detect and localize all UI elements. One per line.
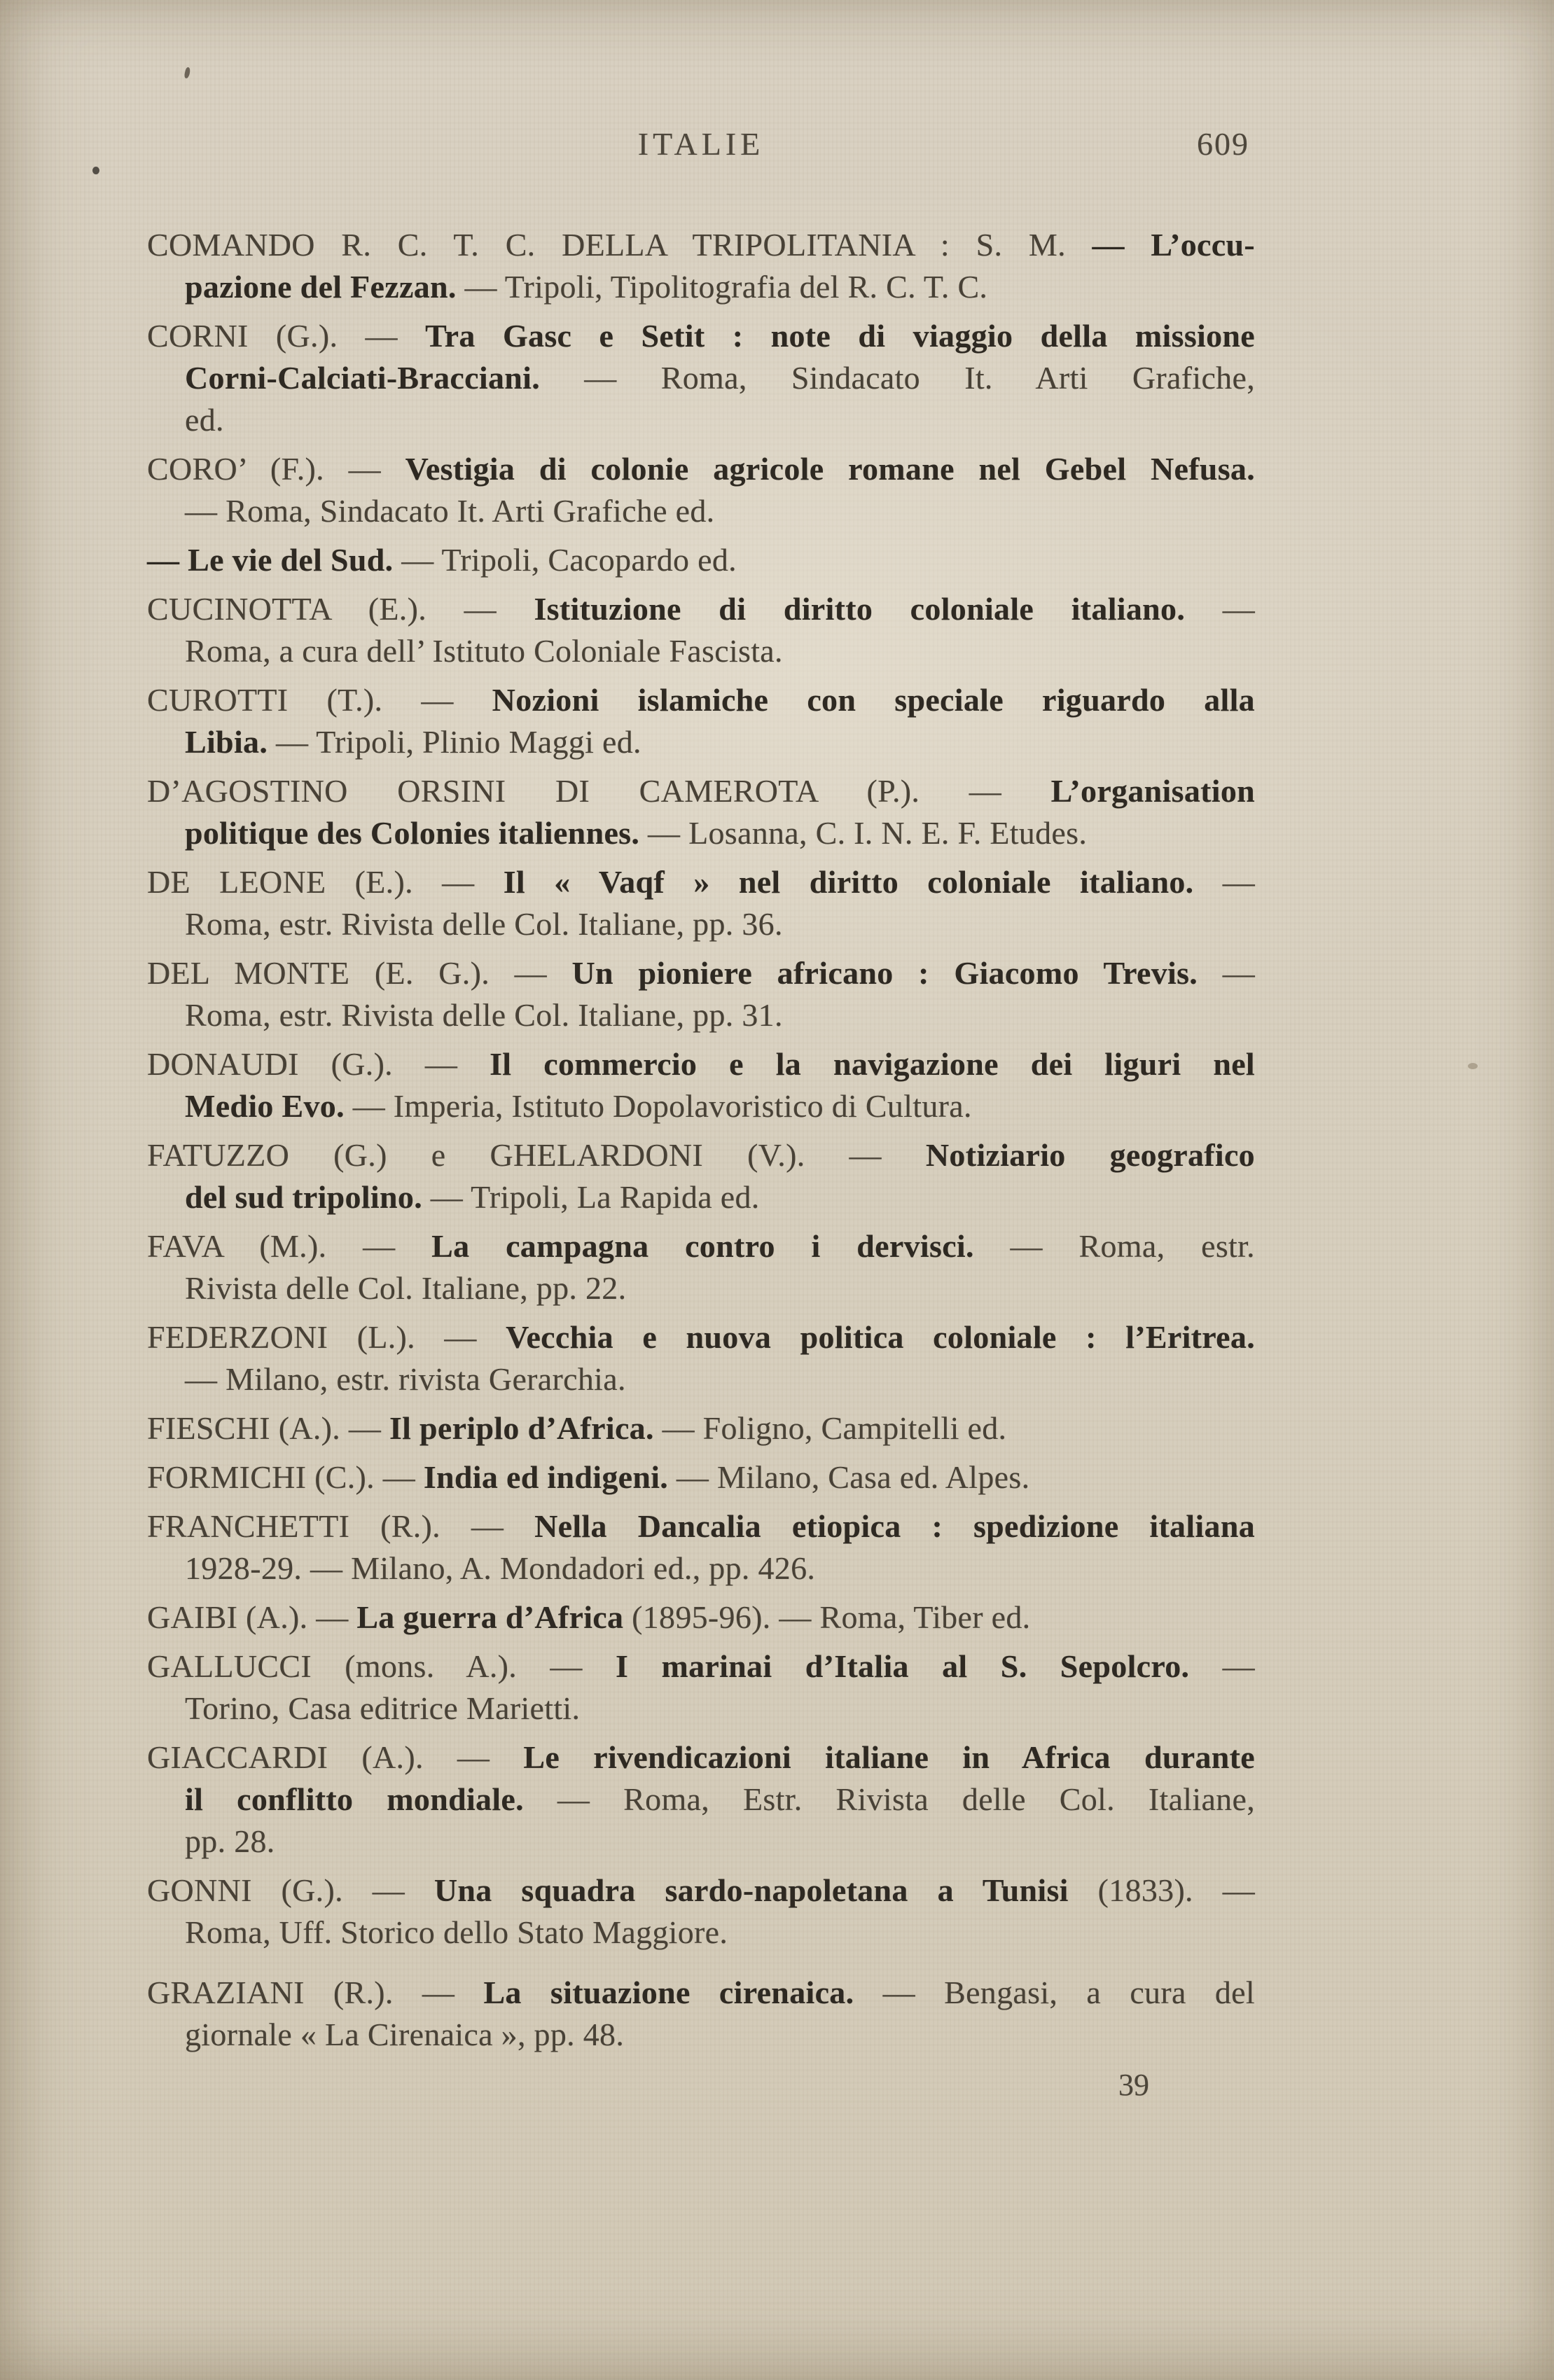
bibliography-entry bbox=[147, 1505, 1255, 1589]
bibliography-entry bbox=[147, 588, 1255, 672]
entry-line bbox=[147, 952, 1255, 994]
entry-text-segment: — bbox=[1198, 955, 1255, 991]
entry-line bbox=[147, 1316, 1255, 1358]
bibliography-entry bbox=[147, 1134, 1255, 1218]
bibliography-entry bbox=[147, 1043, 1255, 1127]
entry-title-segment: Medio Evo. bbox=[185, 1088, 345, 1124]
entry-title-segment: L’organisation bbox=[1050, 773, 1255, 809]
entries-list bbox=[147, 224, 1255, 2056]
bibliography-entry bbox=[147, 1316, 1255, 1400]
entry-text-segment: — Tripoli, Plinio Maggi ed. bbox=[268, 724, 641, 760]
entry-text-segment: CUCINOTTA (E.). — bbox=[147, 591, 534, 627]
entry-text-segment: ed. bbox=[185, 402, 224, 438]
entry-text-segment: (1833). — bbox=[1068, 1872, 1256, 1908]
bibliography-entry bbox=[147, 315, 1255, 441]
entry-line bbox=[147, 490, 1255, 532]
entry-text-segment: — bbox=[1193, 864, 1255, 900]
entry-text-segment: giornale « La Cirenaica », pp. 48. bbox=[185, 2017, 625, 2052]
scan-artifact bbox=[183, 67, 191, 78]
entry-text-segment: pp. 28. bbox=[185, 1823, 275, 1859]
entry-text-segment: DE LEONE (E.). — bbox=[147, 864, 504, 900]
entry-line bbox=[147, 448, 1255, 490]
entry-text-segment: COMANDO R. C. T. C. DELLA TRIPOLITANIA : S. M. bbox=[147, 227, 1092, 263]
entry-line bbox=[147, 630, 1255, 672]
entry-title-segment: Un pioniere africano : Giacomo Trevis. bbox=[571, 955, 1198, 991]
entry-line bbox=[147, 1225, 1255, 1267]
entry-title-segment: Nella Dancalia etiopica : spedizione italiana bbox=[534, 1508, 1256, 1544]
entry-title-segment: Corni-Calciati-Bracciani. bbox=[185, 360, 541, 396]
bibliography-entry bbox=[147, 224, 1255, 308]
bibliography-entry bbox=[147, 539, 1255, 581]
bibliography-entry bbox=[147, 679, 1255, 763]
entry-text-segment: — Tripoli, Cacopardo ed. bbox=[393, 542, 737, 578]
scan-artifact bbox=[92, 167, 99, 174]
entry-text-segment: — Roma, Sindacato It. Arti Grafiche, bbox=[540, 360, 1255, 396]
entry-text-segment: — Tripoli, La Rapida ed. bbox=[422, 1179, 760, 1215]
entry-text-segment: — Roma, Estr. Rivista delle Col. Italiane, bbox=[523, 1781, 1255, 1817]
entry-text-segment: — Roma, estr. bbox=[973, 1228, 1255, 1264]
entry-line bbox=[147, 903, 1255, 945]
signature-number: 39 bbox=[1118, 2068, 1149, 2102]
entry-line bbox=[147, 399, 1255, 441]
page-header bbox=[147, 125, 1255, 164]
entry-text-segment: — Tripoli, Tipolitografia del R. C. T. C. bbox=[456, 269, 988, 305]
page-title: ITALIE bbox=[637, 126, 765, 162]
page-number: 609 bbox=[1197, 126, 1249, 162]
entry-text-segment: GALLUCCI (mons. A.). — bbox=[147, 1648, 616, 1684]
entry-title-segment: Istituzione di diritto coloniale italiano. bbox=[534, 591, 1186, 627]
entry-line bbox=[147, 315, 1255, 357]
entry-title-segment: — Le vie del Sud. bbox=[147, 542, 394, 578]
entry-text-segment: CUROTTI (T.). — bbox=[147, 682, 492, 718]
entry-line bbox=[147, 1779, 1255, 1821]
entry-line bbox=[147, 1505, 1255, 1547]
entry-text-segment: — bbox=[1185, 591, 1255, 627]
scan-artifact bbox=[1468, 1063, 1478, 1069]
entry-title-segment: del sud tripolino. bbox=[185, 1179, 422, 1215]
entry-title-segment: Il « Vaqf » nel diritto coloniale italiano. bbox=[503, 864, 1194, 900]
entry-title-segment: il conflitto mondiale. bbox=[185, 1781, 524, 1817]
entry-line bbox=[147, 1687, 1255, 1730]
entry-text-segment: — Losanna, C. I. N. E. F. Etudes. bbox=[639, 815, 1088, 851]
entry-text-segment: CORNI (G.). — bbox=[147, 318, 426, 354]
entry-text-segment: — Roma, Sindacato It. Arti Grafiche ed. bbox=[185, 493, 715, 529]
entry-line bbox=[147, 1596, 1255, 1638]
bibliography-entry bbox=[147, 1225, 1255, 1309]
entry-line bbox=[147, 1912, 1255, 1954]
entry-text-segment: Rivista delle Col. Italiane, pp. 22. bbox=[185, 1270, 627, 1306]
entry-text-segment: FRANCHETTI (R.). — bbox=[147, 1508, 535, 1544]
entry-line bbox=[147, 1085, 1255, 1127]
bibliography-entry bbox=[147, 1596, 1255, 1638]
entry-line bbox=[147, 2014, 1255, 2056]
entry-text-segment: DEL MONTE (E. G.). — bbox=[147, 955, 572, 991]
entry-line bbox=[147, 588, 1255, 630]
bibliography-entry bbox=[147, 1972, 1255, 2056]
entry-text-segment: Roma, estr. Rivista delle Col. Italiane, pp. 36. bbox=[185, 906, 783, 942]
entry-text-segment: FORMICHI (C.). — bbox=[147, 1459, 424, 1495]
bibliography-entry bbox=[147, 1870, 1255, 1954]
entry-text-segment: Roma, Uff. Storico dello Stato Maggiore. bbox=[185, 1914, 728, 1950]
entry-line bbox=[147, 1821, 1255, 1863]
entry-text-segment: FATUZZO (G.) e GHELARDONI (V.). — bbox=[147, 1137, 926, 1173]
entry-title-segment: Tra Gasc e Setit : note di viaggio della missione bbox=[425, 318, 1255, 354]
entry-title-segment: I marinai d’Italia al S. Sepolcro. bbox=[615, 1648, 1190, 1684]
entry-title-segment: — L’occu- bbox=[1092, 227, 1255, 263]
entry-line bbox=[147, 1737, 1255, 1779]
entry-line bbox=[147, 224, 1255, 266]
entry-text-segment: (1895-96). — Roma, Tiber ed. bbox=[623, 1599, 1031, 1635]
entry-text-segment: DONAUDI (G.). — bbox=[147, 1046, 490, 1082]
entry-line bbox=[147, 812, 1255, 854]
bibliography-entry bbox=[147, 448, 1255, 532]
entry-title-segment: politique des Colonies italiennes. bbox=[185, 815, 640, 851]
bibliography-entry bbox=[147, 770, 1255, 854]
entry-line bbox=[147, 357, 1255, 399]
entry-line bbox=[147, 1547, 1255, 1589]
bibliography-entry bbox=[147, 861, 1255, 945]
entry-line bbox=[147, 1972, 1255, 2014]
bibliography-entry bbox=[147, 1737, 1255, 1863]
entry-title-segment: Libia. bbox=[185, 724, 268, 760]
entry-text-segment: Roma, a cura dell’ Istituto Coloniale Fascista. bbox=[185, 633, 783, 669]
entry-line bbox=[147, 266, 1255, 308]
bibliography-entry bbox=[147, 1645, 1255, 1730]
entry-title-segment: Una squadra sardo-napoletana a Tunisi bbox=[433, 1872, 1069, 1908]
text-block bbox=[147, 125, 1255, 2063]
entry-line bbox=[147, 1134, 1255, 1176]
entry-line bbox=[147, 1870, 1255, 1912]
entry-line bbox=[147, 1358, 1255, 1400]
entry-text-segment: — bbox=[1189, 1648, 1255, 1684]
entry-text-segment: 1928-29. — Milano, A. Mondadori ed., pp. 426. bbox=[185, 1550, 816, 1586]
entry-text-segment: FAVA (M.). — bbox=[147, 1228, 432, 1264]
entry-line bbox=[147, 994, 1255, 1036]
entry-line bbox=[147, 770, 1255, 812]
entry-title-segment: La campagna contro i dervisci. bbox=[431, 1228, 974, 1264]
entry-title-segment: Vecchia e nuova politica coloniale : l’Eritrea. bbox=[506, 1319, 1255, 1355]
entry-line bbox=[147, 1456, 1255, 1498]
entry-line bbox=[147, 721, 1255, 763]
entry-title-segment: Il periplo d’Africa. bbox=[389, 1410, 654, 1446]
entry-title-segment: Notiziario geografico bbox=[925, 1137, 1255, 1173]
entry-text-segment: Torino, Casa editrice Marietti. bbox=[185, 1690, 581, 1726]
entry-title-segment: Nozioni islamiche con speciale riguardo alla bbox=[492, 682, 1255, 718]
entry-text-segment: FEDERZONI (L.). — bbox=[147, 1319, 506, 1355]
entry-line bbox=[147, 1267, 1255, 1309]
entry-text-segment: FIESCHI (A.). — bbox=[147, 1410, 389, 1446]
entry-title-segment: La guerra d’Africa bbox=[356, 1599, 624, 1635]
entry-title-segment: India ed indigeni. bbox=[423, 1459, 669, 1495]
entry-text-segment: GIACCARDI (A.). — bbox=[147, 1739, 524, 1775]
entry-text-segment: — Milano, Casa ed. Alpes. bbox=[668, 1459, 1030, 1495]
entry-title-segment: Il commercio e la navigazione dei liguri nel bbox=[490, 1046, 1256, 1082]
entry-text-segment: GONNI (G.). — bbox=[147, 1872, 434, 1908]
entry-line bbox=[147, 539, 1255, 581]
entry-title-segment: Le rivendicazioni italiane in Africa durante bbox=[523, 1739, 1255, 1775]
entry-line bbox=[147, 1176, 1255, 1218]
entry-text-segment: D’AGOSTINO ORSINI DI CAMEROTA (P.). — bbox=[147, 773, 1051, 809]
entry-line bbox=[147, 1043, 1255, 1085]
entry-text-segment: — Imperia, Istituto Dopolavoristico di Cultura. bbox=[344, 1088, 972, 1124]
entry-title-segment: Vestigia di colonie agricole romane nel Gebel Nefusa. bbox=[405, 451, 1255, 487]
entry-title-segment: La situazione cirenaica. bbox=[483, 1975, 854, 2010]
bibliography-entry bbox=[147, 1407, 1255, 1449]
bibliography-entry bbox=[147, 952, 1255, 1036]
entry-text-segment: — Milano, estr. rivista Gerarchia. bbox=[185, 1361, 626, 1397]
entry-title-segment: pazione del Fezzan. bbox=[185, 269, 457, 305]
entry-text-segment: GRAZIANI (R.). — bbox=[147, 1975, 484, 2010]
entry-text-segment: — Bengasi, a cura del bbox=[854, 1975, 1255, 2010]
entry-line bbox=[147, 1645, 1255, 1687]
entry-text-segment: CORO’ (F.). — bbox=[147, 451, 405, 487]
bibliography-entry bbox=[147, 1456, 1255, 1498]
entry-text-segment: — Foligno, Campitelli ed. bbox=[653, 1410, 1007, 1446]
entry-line bbox=[147, 1407, 1255, 1449]
entry-text-segment: Roma, estr. Rivista delle Col. Italiane, pp. 31. bbox=[185, 997, 783, 1033]
entry-line bbox=[147, 861, 1255, 903]
entry-line bbox=[147, 679, 1255, 721]
entry-text-segment: GAIBI (A.). — bbox=[147, 1599, 357, 1635]
